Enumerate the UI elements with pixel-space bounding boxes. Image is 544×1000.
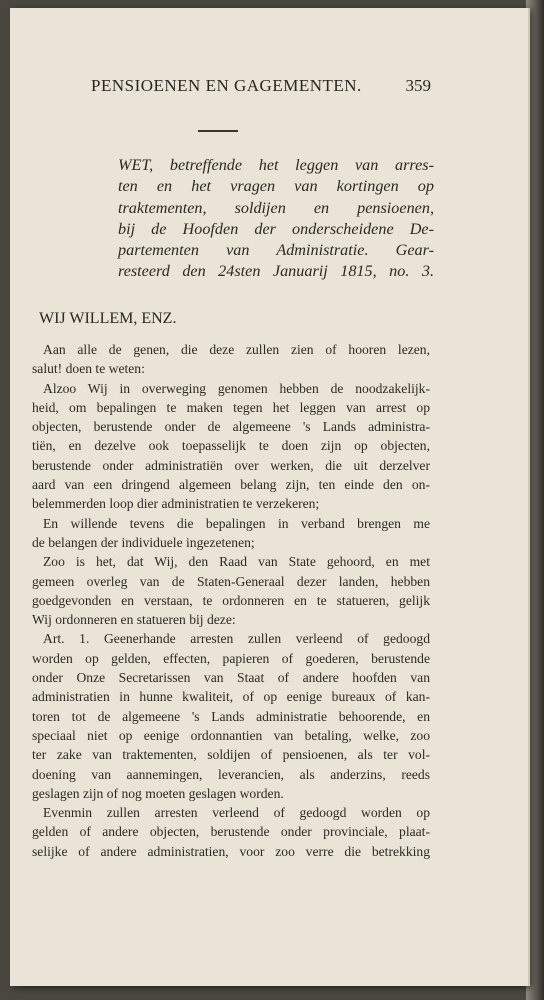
text-line: En willende tevens die bepalingen in verband brengen me bbox=[43, 515, 430, 531]
text-line: de belangen der individuele ingezetenen; bbox=[32, 534, 255, 550]
text-line: Evenmin zullen arresten verleend of gedoogd worden op bbox=[43, 805, 430, 821]
text-line: aard van een dringend algemeen belang zijn, ten einde den on- bbox=[32, 477, 430, 493]
text-line: Zoo is het, dat Wij, den Raad van State gehoord, en met bbox=[43, 554, 430, 570]
text-line: administratien in hunne kwaliteit, of op eenige bureaux of kan- bbox=[32, 689, 430, 705]
law-title bbox=[118, 155, 434, 283]
text-line: gemeen overleg van de Staten-Generaal dezer landen, hebben bbox=[32, 573, 430, 589]
text-line: tiën, en dezelve ook toepasselijk te doen zijn op objecten, bbox=[32, 438, 430, 454]
text-line: Wij ordonneren en statueren bij deze: bbox=[32, 612, 236, 628]
running-header bbox=[91, 76, 431, 100]
text-line: Art. 1. Geenerhande arresten zullen verleend of gedoogd bbox=[43, 631, 430, 647]
law-title-line: resteerd den 24sten Januarij 1815, no. 3. bbox=[118, 262, 434, 281]
opening-formula: WIJ WILLEM, ENZ. bbox=[39, 310, 177, 327]
section-divider bbox=[198, 130, 238, 132]
book-edge-shadow bbox=[526, 0, 544, 1000]
text-line: goedgevonden en verstaan, te ordonneren en te statueren, gelijk bbox=[32, 592, 430, 608]
text-line: belemmerden loop dier administratien te verzekeren; bbox=[32, 496, 320, 512]
page-number: 359 bbox=[405, 76, 431, 95]
text-line: Alzoo Wij in overweging genomen hebben de noodzakelijk- bbox=[43, 380, 430, 396]
text-line: Aan alle de genen, die deze zullen zien of hooren lezen, bbox=[43, 342, 430, 357]
text-line: toren tot de algemeene 's Lands administratie behoorende, en bbox=[32, 708, 430, 724]
text-line: speciaal niet op eenige ordonnantien van betaling, welke, zoo bbox=[32, 727, 430, 743]
body-text bbox=[32, 340, 430, 861]
law-title-line: ten en het vragen van kortingen op bbox=[118, 177, 434, 196]
text-line: worden op gelden, effecten, papieren of goederen, berustende bbox=[32, 650, 430, 666]
text-line: heid, om bepalingen te maken tegen het leggen van arrest op bbox=[32, 399, 430, 415]
law-title-line: WET, betreffende het leggen van arres- bbox=[118, 156, 434, 174]
text-line: salut! doen te weten: bbox=[32, 361, 145, 377]
text-line: berustende onder administratiën over werken, die uit derzelver bbox=[32, 457, 430, 473]
law-title-line: bij de Hoofden der onderscheidene De- bbox=[118, 219, 434, 238]
text-line: geslagen zijn of nog moeten geslagen worden. bbox=[32, 785, 284, 801]
text-line: doening van aannemingen, leverancien, als anderzins, reeds bbox=[32, 766, 430, 782]
text-line: objecten, berustende onder de algemeene 's Lands administra- bbox=[32, 419, 430, 435]
running-title: PENSIOENEN EN GAGEMENTEN. bbox=[91, 76, 362, 95]
law-title-line: traktementen, soldijen en pensioenen, bbox=[118, 198, 434, 217]
law-title-line: partementen van Administratie. Gear- bbox=[118, 241, 434, 260]
text-line: onder Onze Secretarissen van Staat of andere hoofden van bbox=[32, 670, 430, 686]
text-line: gelden of andere objecten, berustende onder provinciale, plaat- bbox=[32, 824, 430, 840]
text-line: selijke of andere administratien, voor zoo verre die betrekking bbox=[32, 843, 430, 859]
text-line: ter zake van traktementen, soldijen of pensioenen, als ter vol- bbox=[32, 747, 430, 763]
